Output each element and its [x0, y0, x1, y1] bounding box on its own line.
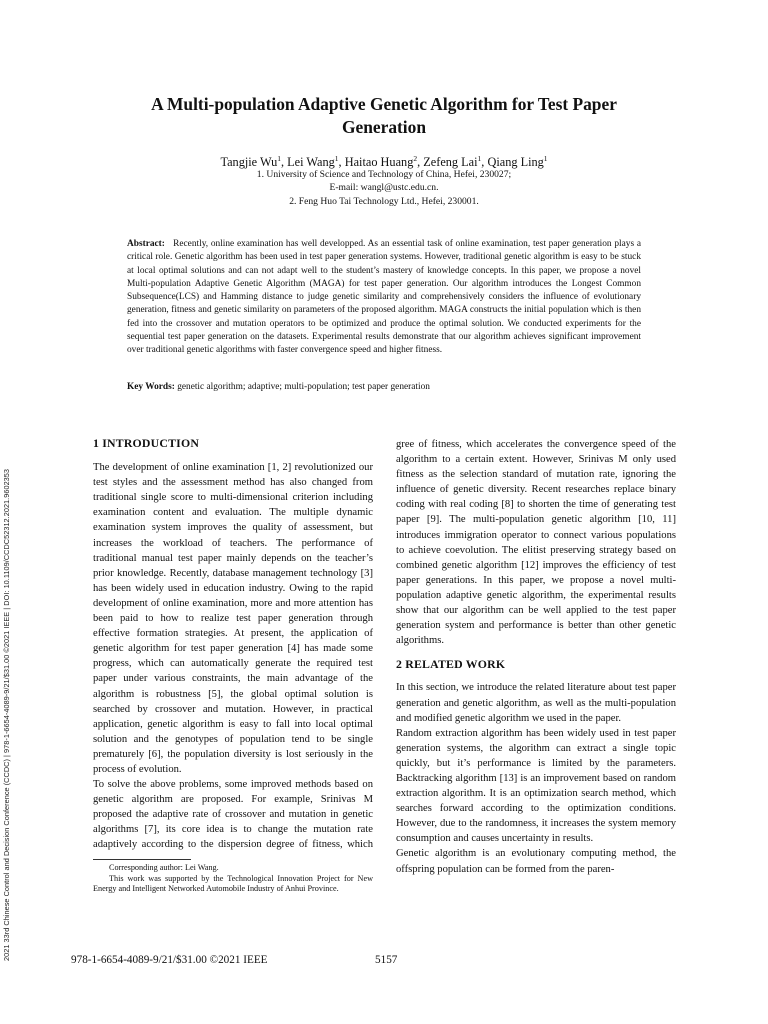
abstract [127, 238, 641, 357]
keywords-text: genetic algorithm; adaptive; multi-population; test paper generation [177, 382, 430, 392]
affiliation-2: 2. Feng Huo Tai Technology Ltd., Hefei, 230001. [289, 196, 479, 207]
paragraph: The development of online examination [1, 2] revolutionized our test styles and the assessment method has also changed from traditional single score to multi-dimensional criterion including examination content and evaluation. The multiple dynamic examination system improves the quality of assessment, but increases the workload of teachers. The performance of traditional manual test paper mainly depends on the teacher’s prior knowledge. Recently, database management technology [3] has been widely used in education industry. Owing to the rapid development of online examination, more and more attention has been paid to how to realize test paper generation through effective formation strategies. At present, the application of genetic algorithm for test paper generation [4] has made some progress, which can automatically generate the required test paper under various constraints, the main advantage of the algorithm is robustness [5], the global optimal solution is searched by crossover and mutation. However, in practical application, genetic algorithm is easy to fall into local optimal solution and the genotypes of population tend to be single prematurely [6], the population diversity is lost seriously in the process of evolution. [93, 462, 373, 775]
author-name: Qiang Ling [487, 155, 544, 170]
left-column [93, 436, 373, 853]
footnote-rule [93, 859, 191, 860]
paragraph: Genetic algorithm is an evolutionary computing method, the offspring population can be formed from the paren- [396, 848, 676, 875]
keywords-label: Key Words: [127, 382, 175, 392]
footnotes [93, 863, 373, 895]
paragraph: To solve the above problems, some improved methods based on genetic algorithm are proposed. For example, Srinivas M proposed the adaptive rate of crossover and mutation in genetic algorithms [7], its core idea is to change the mutation rate adaptively according to the dispersion degree of fitness, which [93, 779, 373, 851]
footnote-funding: This work was supported by the Technological Innovation Project for New Energy and Intelligent Networked Automobile Industry of Anhui Province. [93, 873, 373, 894]
affiliation-email: E-mail: wangl@ustc.edu.cn. [329, 182, 439, 193]
right-column [396, 437, 676, 877]
paper-title: A Multi-population Adaptive Genetic Algorithm for Test Paper Generation [151, 94, 617, 137]
section-heading-related-work: 2 RELATED WORK [396, 657, 506, 672]
author-affil-mark: 1 [477, 154, 482, 163]
section-heading-introduction: 1 INTRODUCTION [93, 436, 200, 450]
paragraph: Random extraction algorithm has been widely used in test paper generation systems, the algorithm can extract a single topic quickly, but it’s performance is limited by the parameters. Backtracking algorithm [13] is an improvement based on random extraction algorithm. It is an optimization search method, which searches forward according to the optimization conditions. However, due to the randomness, it increases the system memory consumption and causes uncertainty in results. [396, 727, 676, 845]
footer-isbn: 978-1-6654-4089-9/21/$31.00 ©2021 IEEE [71, 954, 268, 966]
author-affil-mark: 1 [277, 154, 282, 163]
author-name: Zefeng Lai [423, 155, 478, 170]
abstract-label: Abstract: [127, 239, 165, 249]
side-doi-stamp: 2021 33rd Chinese Control and Decision Conference (CCDC) | 978-1-6654-4089-9/21/$31.00 ©2021 IEEE | DOI: 10.1109/CCDC52312.2021.9602353 [2, 468, 11, 961]
affiliation-1: 1. University of Science and Technology of China, Hefei, 230027; [256, 169, 512, 180]
author-name: Lei Wang [287, 155, 335, 170]
paragraph: In this section, we introduce the related literature about test paper generation and genetic algorithm, as well as the multi-population and modified genetic algorithm we used in the paper. [396, 682, 676, 724]
page-number: 5157 [375, 954, 398, 966]
author-affil-mark: 2 [413, 154, 418, 163]
keywords [127, 381, 641, 394]
footnote-corresponding-author: Corresponding author: Lei Wang. [109, 863, 219, 872]
author-affil-mark: 1 [543, 154, 548, 163]
author-line: Tangjie Wu$^1$, Lei Wang$^1$, Haitao Huang$^2$, Zefeng Lai$^1$, Qiang Ling$^1$ [220, 154, 548, 170]
paragraph-continuation: gree of fitness, which accelerates the convergence speed of the algorithm to a certain extent. However, Srinivas M only used fitness as the selection standard of mutation rate, ignoring the influence of genetic diversity. Recent researches replace binary coding with real coding [8] to shorten the time of generating test paper [9]. The multi-population genetic algorithm [10, 11] introduces immigration operator to connect various populations to achieve coevolution. The elitist preserving strategy based on combined genetic algorithm [12] improves the efficiency of test paper generations. In this paper, we propose a novel multi-population adaptive genetic algorithm, the experimental results show that our algorithm can be well applied to the test paper generation system and performance is better than other genetic algorithms. [396, 439, 676, 647]
author-affil-mark: 1 [334, 154, 339, 163]
author-name: Tangjie Wu [220, 155, 278, 170]
author-name: Haitao Huang [344, 155, 414, 170]
abstract-text: Recently, online examination has well developped. As an essential task of online examination, test paper generation plays a critical role. Genetic algorithm has been used in test paper generation systems. However, traditional genetic algorithm is easy to be stuck at local optimal solutions and can not adapt well to the student’s mastery of knowledge concepts. In this paper, we propose a novel Multi-population Adaptive Genetic Algorithm (MAGA) for test paper generation. Our algorithm introduces the Longest Common Subsequence(LCS) and Hamming distance to judge genetic similarity and comprehensively considers the influence of evolutionary generation, fitness and genetic similarity on parameters of the proposed algorithm. MAGA constructs the initial population which is then fed into the crossover and mutation operators to be optimized and produce the optimal solution. We conducted experiments for the sequential test paper generation on the datasets. Experimental results demonstrate that our algorithm achieves significant improvement over traditional genetic algorithms with faster convergence speed and higher fitness. [127, 239, 641, 355]
